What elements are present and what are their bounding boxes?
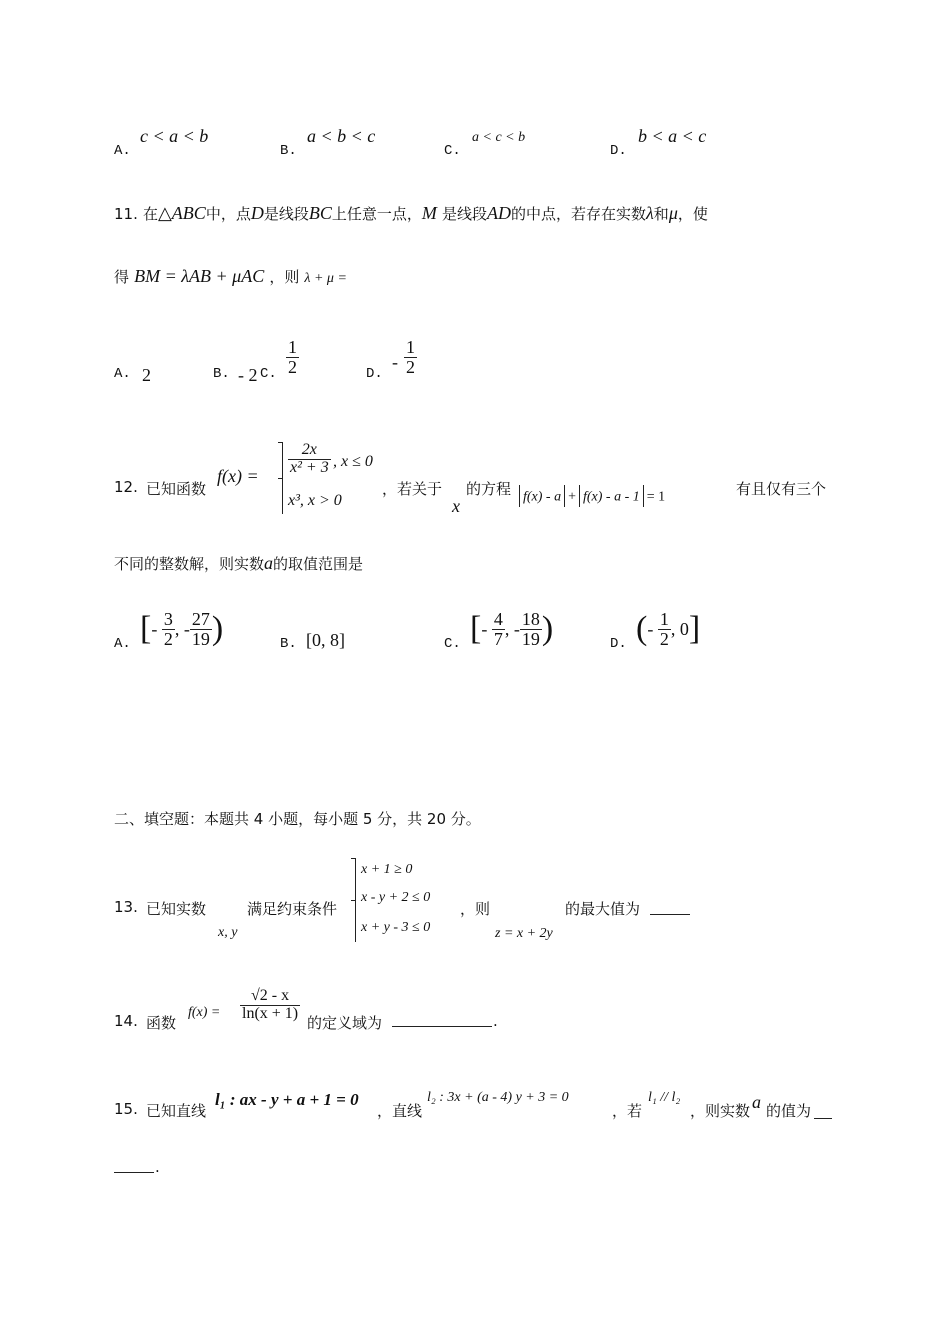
question-text: 已知直线 bbox=[146, 1102, 207, 1120]
constraint-brace bbox=[355, 858, 356, 942]
parallel-condition: l₁ // l₂ bbox=[648, 1090, 681, 1105]
option-label: D. bbox=[610, 636, 627, 652]
question-text: 不同的整数解，则实数 bbox=[114, 555, 265, 573]
numerator: 18 bbox=[521, 609, 540, 629]
question-text: 是线段 bbox=[263, 205, 309, 223]
option-label: C. bbox=[444, 636, 461, 652]
line-equation: l₂ : 3x + (a - 4) y + 3 = 0 bbox=[427, 1090, 569, 1105]
denominator: 19 bbox=[191, 628, 210, 649]
question-text: 有且仅有三个 bbox=[736, 480, 827, 498]
sign: - bbox=[647, 618, 654, 639]
math-triangle: △ABC bbox=[157, 203, 206, 223]
question-text: ，若关于 bbox=[382, 480, 443, 498]
denominator: 2 bbox=[288, 356, 297, 377]
abs-bar bbox=[564, 485, 565, 507]
question-text: 的中点，若存在实数 bbox=[510, 205, 646, 223]
constraint: x - y + 2 ≤ 0 bbox=[361, 890, 431, 905]
math-expr: = 1 bbox=[646, 489, 666, 505]
abs-bar bbox=[643, 485, 644, 507]
function-name: f(x) = bbox=[188, 1005, 221, 1020]
vector-equation: BM = λAB + μAC bbox=[134, 266, 265, 286]
option-expr: a < c < b bbox=[472, 130, 526, 145]
function-name: f(x) = bbox=[217, 466, 259, 486]
objective-function: z = x + 2y bbox=[495, 926, 553, 941]
denominator: 2 bbox=[406, 356, 415, 377]
option-expr: a < b < c bbox=[307, 126, 376, 146]
line-equation: l₁ : ax - y + a + 1 = 0 bbox=[215, 1090, 359, 1109]
numerator: 1 bbox=[659, 609, 669, 629]
question-number: 13. bbox=[114, 898, 138, 916]
question-text: 的值为 bbox=[766, 1102, 812, 1120]
math-var: a bbox=[264, 553, 274, 573]
option-expr: 2 bbox=[142, 365, 151, 385]
numerator: 4 bbox=[493, 609, 503, 629]
question-text: . bbox=[155, 1158, 160, 1176]
option-sign: - bbox=[392, 352, 398, 372]
abs-bar bbox=[579, 485, 580, 507]
option-expr: - 2 bbox=[238, 365, 258, 385]
question-number: 12. bbox=[114, 478, 138, 496]
interval-end: , 0 bbox=[670, 618, 689, 639]
math-op: + bbox=[568, 489, 576, 505]
math-var: x bbox=[452, 496, 460, 516]
question-number: 11. bbox=[114, 205, 138, 223]
math-var: M bbox=[421, 203, 437, 223]
section-heading: 二、填空题：本题共 4 小题，每小题 5 分，共 20 分。 bbox=[114, 810, 481, 828]
constraint: x + 1 ≥ 0 bbox=[361, 862, 413, 877]
case1-condition: , x ≤ 0 bbox=[333, 453, 373, 470]
answer-blank[interactable] bbox=[114, 1158, 154, 1173]
numerator: √2 - x bbox=[251, 987, 290, 1004]
option-label: B. bbox=[213, 366, 230, 382]
option-label: A. bbox=[114, 143, 131, 159]
bracket: ] bbox=[688, 610, 701, 648]
question-text: 满足约束条件 bbox=[247, 900, 338, 918]
math-expr: f(x) - a - 1 bbox=[583, 489, 640, 505]
option-interval bbox=[470, 610, 553, 649]
option-interval bbox=[636, 610, 700, 649]
option-interval bbox=[140, 610, 223, 649]
option-fraction bbox=[404, 338, 417, 377]
math-var: BC bbox=[308, 203, 332, 223]
question-text: ，则 bbox=[460, 900, 491, 918]
numerator: 3 bbox=[163, 609, 173, 629]
option-label: D. bbox=[366, 366, 383, 382]
option-label: C. bbox=[444, 143, 461, 159]
option-expr: b < a < c bbox=[638, 126, 707, 146]
question-text: 上任意一点， bbox=[331, 205, 422, 223]
denominator: x² + 3 bbox=[290, 458, 329, 476]
question-text: ，若 bbox=[612, 1102, 643, 1120]
bracket: [ bbox=[470, 610, 482, 648]
math-var: μ bbox=[668, 203, 678, 223]
question-text: 已知函数 bbox=[146, 480, 207, 498]
case1-fraction bbox=[288, 442, 331, 477]
question-text: 的方程 bbox=[466, 480, 512, 498]
question-text: 已知实数 bbox=[146, 900, 207, 918]
separator: , - bbox=[504, 618, 520, 639]
separator: , - bbox=[174, 618, 190, 639]
option-label: D. bbox=[610, 143, 627, 159]
bracket: ( bbox=[636, 610, 648, 648]
question-text: 得 bbox=[114, 268, 130, 286]
question-text: ，则 bbox=[269, 268, 300, 286]
absolute-equation bbox=[516, 485, 665, 507]
option-label: A. bbox=[114, 636, 131, 652]
bracket: ) bbox=[211, 610, 224, 648]
piecewise-brace bbox=[282, 442, 283, 514]
math-expr: f(x) - a bbox=[523, 489, 562, 505]
option-label: B. bbox=[280, 143, 297, 159]
abs-bar bbox=[519, 485, 520, 507]
question-text: 的取值范围是 bbox=[273, 555, 364, 573]
domain-fraction bbox=[240, 988, 300, 1023]
question-text: 函数 bbox=[146, 1014, 177, 1032]
question-text: . bbox=[493, 1012, 498, 1030]
question-number: 15. bbox=[114, 1100, 138, 1118]
denominator: 19 bbox=[521, 628, 540, 649]
question-text: 中，点 bbox=[205, 205, 251, 223]
numerator: 1 bbox=[288, 337, 297, 357]
question-text: 是线段 bbox=[441, 205, 487, 223]
option-label: B. bbox=[280, 636, 297, 652]
question-text: 在 bbox=[142, 205, 158, 223]
bracket: [ bbox=[140, 610, 152, 648]
numerator: 2x bbox=[301, 441, 317, 458]
option-expr: [0, 8] bbox=[306, 630, 345, 650]
math-var: λ bbox=[646, 203, 654, 223]
question-text: 的定义域为 bbox=[307, 1014, 383, 1032]
case2: x³, x > 0 bbox=[288, 492, 342, 509]
denominator: 7 bbox=[493, 628, 503, 649]
math-expr: λ + μ = bbox=[304, 271, 347, 286]
question-number: 14. bbox=[114, 1012, 138, 1030]
math-var: a bbox=[752, 1092, 761, 1112]
sign: - bbox=[151, 618, 158, 639]
math-var: D bbox=[250, 203, 264, 223]
answer-blank[interactable] bbox=[814, 1104, 832, 1119]
option-expr: c < a < b bbox=[140, 126, 209, 146]
option-label: A. bbox=[114, 366, 131, 382]
numerator: 1 bbox=[406, 337, 415, 357]
answer-blank[interactable] bbox=[392, 1012, 492, 1027]
bracket: ) bbox=[541, 610, 554, 648]
answer-blank[interactable] bbox=[650, 900, 690, 915]
math-vars: x, y bbox=[218, 925, 238, 940]
denominator: ln(x + 1) bbox=[242, 1004, 299, 1022]
option-fraction bbox=[286, 338, 299, 377]
numerator: 27 bbox=[191, 609, 210, 629]
question-text: ，则实数 bbox=[690, 1102, 751, 1120]
sign: - bbox=[481, 618, 488, 639]
question-text: 的最大值为 bbox=[565, 900, 641, 918]
denominator: 2 bbox=[163, 628, 173, 649]
question-text: ，使 bbox=[677, 205, 708, 223]
denominator: 2 bbox=[659, 628, 669, 649]
question-text: ，直线 bbox=[377, 1102, 423, 1120]
option-label: C. bbox=[260, 366, 277, 382]
constraint: x + y - 3 ≤ 0 bbox=[361, 920, 431, 935]
question-text: 和 bbox=[653, 205, 669, 223]
math-var: AD bbox=[486, 203, 511, 223]
